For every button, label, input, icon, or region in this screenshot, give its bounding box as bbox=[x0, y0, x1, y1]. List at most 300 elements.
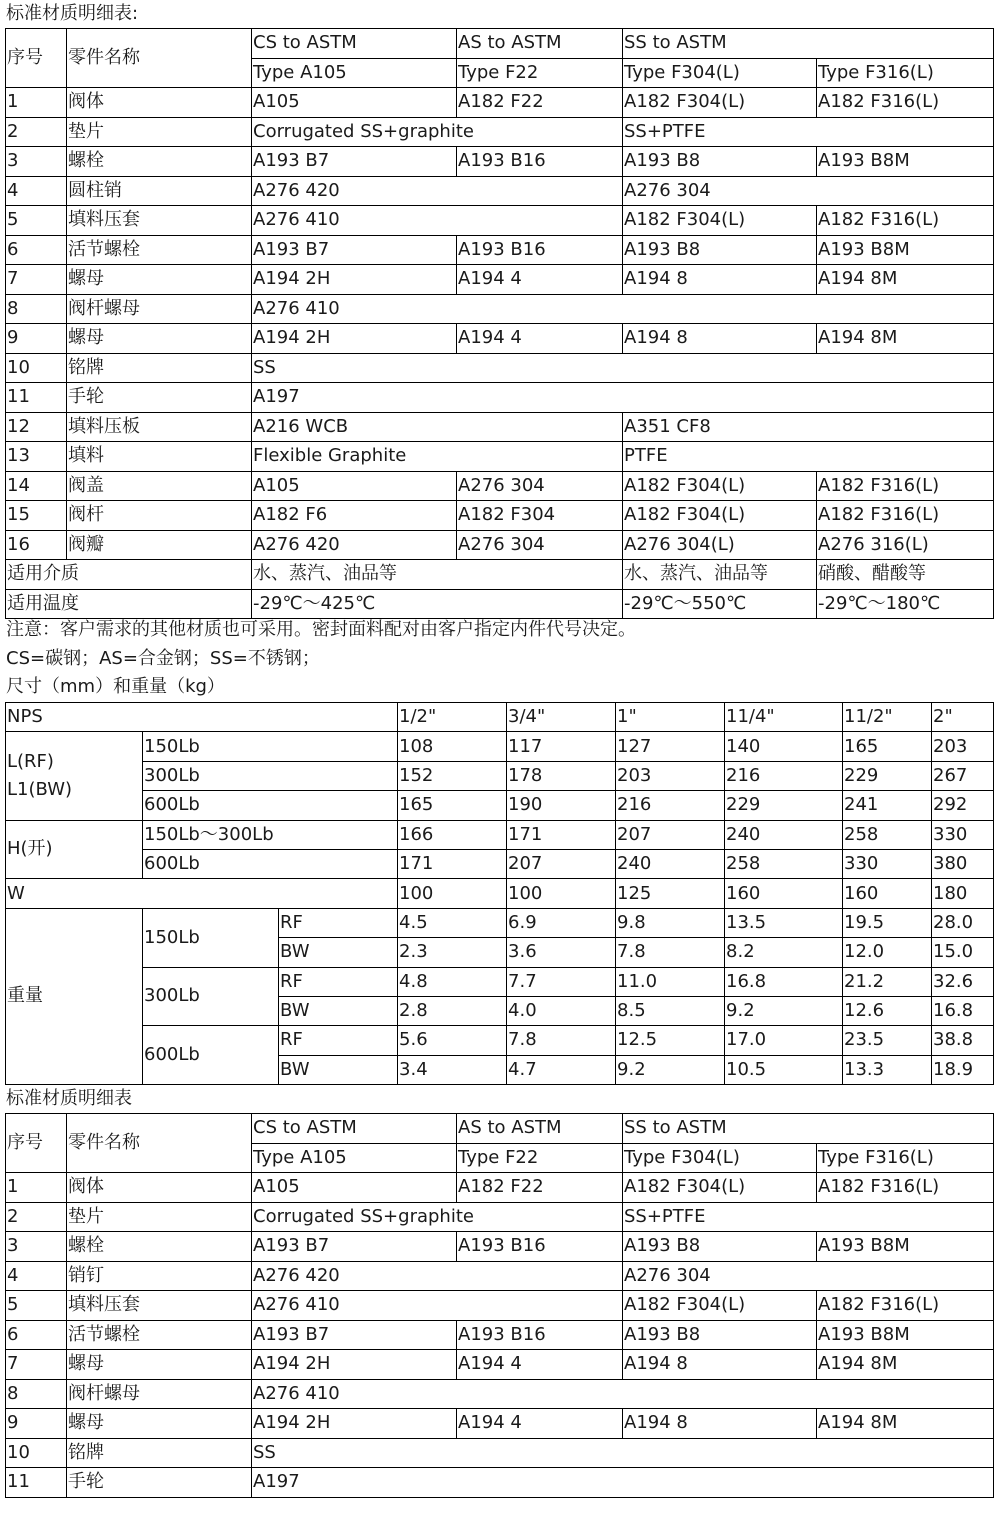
material-as: A193 B16 bbox=[457, 1232, 623, 1262]
pressure-class: 600Lb bbox=[143, 849, 398, 878]
part-name: 活节螺栓 bbox=[67, 1320, 252, 1350]
material-cs: A182 F6 bbox=[252, 501, 457, 531]
header-ss-type-316: Type F316(L) bbox=[817, 1143, 994, 1173]
weight-value: 4.5 bbox=[398, 908, 507, 937]
header-ss: SS to ASTM bbox=[623, 1114, 994, 1144]
material-ss-304: A194 8 bbox=[623, 1350, 817, 1380]
part-name: 螺母 bbox=[67, 324, 252, 354]
material-as: A194 4 bbox=[457, 1409, 623, 1439]
length-value: 203 bbox=[932, 732, 994, 761]
length-value: 152 bbox=[398, 761, 507, 790]
length-value: 241 bbox=[843, 791, 932, 820]
row-no: 3 bbox=[6, 147, 67, 177]
weight-value: 15.0 bbox=[932, 938, 994, 967]
table-row bbox=[6, 1261, 994, 1291]
material-ss-316: A193 B8M bbox=[817, 1232, 994, 1262]
part-name: 阀杆 bbox=[67, 501, 252, 531]
row-no: 8 bbox=[6, 294, 67, 324]
table-row bbox=[6, 324, 994, 354]
table-row bbox=[6, 1320, 994, 1350]
part-name: 填料压板 bbox=[67, 412, 252, 442]
header-ss-type-316: Type F316(L) bbox=[817, 58, 994, 88]
weight-value: 7.7 bbox=[507, 967, 616, 996]
temperature-ss-304: -29℃～550℃ bbox=[623, 589, 817, 619]
table-row bbox=[6, 501, 994, 531]
header-as-type: Type F22 bbox=[457, 1143, 623, 1173]
material-ss-304: A193 B8 bbox=[623, 1232, 817, 1262]
material-ss-304: A193 B8 bbox=[623, 147, 817, 177]
part-name: 填料 bbox=[67, 442, 252, 472]
nps-size: 1/2" bbox=[398, 703, 507, 732]
height-value: 166 bbox=[398, 820, 507, 849]
material-ss: PTFE bbox=[623, 442, 994, 472]
material-cs-as: A216 WCB bbox=[252, 412, 623, 442]
length-value: 203 bbox=[616, 761, 725, 790]
material-as: A193 B16 bbox=[457, 1320, 623, 1350]
part-name: 垫片 bbox=[67, 117, 252, 147]
material-ss-316: A194 8M bbox=[817, 265, 994, 295]
material-ss-316: A194 8M bbox=[817, 1409, 994, 1439]
material-all: A276 410 bbox=[252, 1379, 994, 1409]
material-ss-304: A194 8 bbox=[623, 1409, 817, 1439]
row-no: 10 bbox=[6, 353, 67, 383]
weight-value: 7.8 bbox=[507, 1026, 616, 1055]
part-name: 填料压套 bbox=[67, 206, 252, 236]
row-no: 7 bbox=[6, 265, 67, 295]
material-ss: A276 304 bbox=[623, 1261, 994, 1291]
pressure-class: 150Lb～300Lb bbox=[143, 820, 398, 849]
header-cs: CS to ASTM bbox=[252, 29, 457, 59]
length-value: 108 bbox=[398, 732, 507, 761]
nps-size: 3/4" bbox=[507, 703, 616, 732]
part-name: 螺母 bbox=[67, 1350, 252, 1380]
nps-size: 11/4" bbox=[725, 703, 843, 732]
width-row bbox=[6, 879, 994, 908]
length-value: 267 bbox=[932, 761, 994, 790]
part-name: 手轮 bbox=[67, 1468, 252, 1498]
row-no: 7 bbox=[6, 1350, 67, 1380]
temperature-ss-316: -29℃～180℃ bbox=[817, 589, 994, 619]
weight-value: 28.0 bbox=[932, 908, 994, 937]
medium-ss-304: 水、蒸汽、油品等 bbox=[623, 560, 817, 590]
part-name: 圆柱销 bbox=[67, 176, 252, 206]
row-no: 15 bbox=[6, 501, 67, 531]
weight-value: 19.5 bbox=[843, 908, 932, 937]
material-ss-316: A182 F316(L) bbox=[817, 501, 994, 531]
material-ss-316: A194 8M bbox=[817, 324, 994, 354]
material-as: A194 4 bbox=[457, 265, 623, 295]
medium-ss-316: 硝酸、醋酸等 bbox=[817, 560, 994, 590]
weight-value: 2.3 bbox=[398, 938, 507, 967]
header-as: AS to ASTM bbox=[457, 1114, 623, 1144]
weight-value: 12.0 bbox=[843, 938, 932, 967]
weight-value: 3.6 bbox=[507, 938, 616, 967]
width-value: 160 bbox=[725, 879, 843, 908]
table-row bbox=[6, 1379, 994, 1409]
end-type: RF bbox=[279, 1026, 398, 1055]
length-row bbox=[6, 732, 994, 761]
part-name: 螺母 bbox=[67, 265, 252, 295]
row-no: 9 bbox=[6, 324, 67, 354]
length-rf-label: L(RF) bbox=[7, 750, 54, 772]
height-row bbox=[6, 849, 994, 878]
dimensions-heading: 尺寸（mm）和重量（kg） bbox=[6, 676, 225, 697]
material-all: A276 410 bbox=[252, 294, 994, 324]
height-value: 207 bbox=[616, 820, 725, 849]
table-row bbox=[6, 147, 994, 177]
length-row bbox=[6, 761, 994, 790]
pressure-class: 300Lb bbox=[143, 967, 279, 1026]
material-cs: A194 2H bbox=[252, 324, 457, 354]
height-value: 171 bbox=[507, 820, 616, 849]
part-name: 阀体 bbox=[67, 88, 252, 118]
header-ss: SS to ASTM bbox=[623, 29, 994, 59]
width-value: 125 bbox=[616, 879, 725, 908]
material-table-1-heading: 标准材质明细表: bbox=[6, 3, 139, 24]
nps-row bbox=[6, 703, 994, 732]
weight-value: 9.8 bbox=[616, 908, 725, 937]
weight-value: 5.6 bbox=[398, 1026, 507, 1055]
dimension-weight-table bbox=[5, 702, 994, 1085]
length-value: 216 bbox=[616, 791, 725, 820]
part-name: 填料压套 bbox=[67, 1291, 252, 1321]
row-no: 12 bbox=[6, 412, 67, 442]
length-value: 229 bbox=[843, 761, 932, 790]
height-label: H(开) bbox=[6, 820, 143, 879]
material-ss-304: A182 F304(L) bbox=[623, 501, 817, 531]
row-no: 5 bbox=[6, 206, 67, 236]
row-no: 11 bbox=[6, 383, 67, 413]
material-ss-304: A193 B8 bbox=[623, 235, 817, 265]
part-name: 手轮 bbox=[67, 383, 252, 413]
height-value: 207 bbox=[507, 849, 616, 878]
weight-value: 16.8 bbox=[725, 967, 843, 996]
material-ss-304: A182 F304(L) bbox=[623, 88, 817, 118]
part-name: 铭牌 bbox=[67, 1438, 252, 1468]
material-cs-as: Corrugated SS+graphite bbox=[252, 117, 623, 147]
row-no: 16 bbox=[6, 530, 67, 560]
header-cs: CS to ASTM bbox=[252, 1114, 457, 1144]
end-type: RF bbox=[279, 967, 398, 996]
table-row bbox=[6, 1202, 994, 1232]
row-no: 2 bbox=[6, 1202, 67, 1232]
header-row-1 bbox=[6, 29, 994, 59]
height-value: 240 bbox=[725, 820, 843, 849]
header-cs-type: Type A105 bbox=[252, 1143, 457, 1173]
weight-value: 6.9 bbox=[507, 908, 616, 937]
row-no: 3 bbox=[6, 1232, 67, 1262]
width-label: W bbox=[6, 879, 398, 908]
material-ss-304: A194 8 bbox=[623, 265, 817, 295]
material-ss-316: A193 B8M bbox=[817, 1320, 994, 1350]
row-no: 9 bbox=[6, 1409, 67, 1439]
material-all: A197 bbox=[252, 1468, 994, 1498]
weight-value: 4.8 bbox=[398, 967, 507, 996]
material-as: A276 304 bbox=[457, 471, 623, 501]
length-value: 165 bbox=[843, 732, 932, 761]
row-no: 10 bbox=[6, 1438, 67, 1468]
header-no: 序号 bbox=[6, 29, 67, 88]
material-ss: SS+PTFE bbox=[623, 117, 994, 147]
width-value: 100 bbox=[398, 879, 507, 908]
length-value: 292 bbox=[932, 791, 994, 820]
height-row bbox=[6, 820, 994, 849]
part-name: 阀体 bbox=[67, 1173, 252, 1203]
weight-value: 3.4 bbox=[398, 1055, 507, 1084]
table-row bbox=[6, 1438, 994, 1468]
material-as: A182 F22 bbox=[457, 1173, 623, 1203]
weight-value: 9.2 bbox=[616, 1055, 725, 1084]
material-cs-as: A276 410 bbox=[252, 206, 623, 236]
length-value: 165 bbox=[398, 791, 507, 820]
weight-label: 重量 bbox=[6, 908, 143, 1084]
end-type: RF bbox=[279, 908, 398, 937]
material-cs-as: Flexible Graphite bbox=[252, 442, 623, 472]
weight-value: 17.0 bbox=[725, 1026, 843, 1055]
material-cs: A194 2H bbox=[252, 1409, 457, 1439]
table-row bbox=[6, 353, 994, 383]
length-value: 140 bbox=[725, 732, 843, 761]
header-cs-type: Type A105 bbox=[252, 58, 457, 88]
height-value: 258 bbox=[725, 849, 843, 878]
material-cs: A194 2H bbox=[252, 265, 457, 295]
weight-value: 10.5 bbox=[725, 1055, 843, 1084]
material-as: A193 B16 bbox=[457, 235, 623, 265]
part-name: 垫片 bbox=[67, 1202, 252, 1232]
material-cs: A105 bbox=[252, 88, 457, 118]
material-ss-316: A182 F316(L) bbox=[817, 88, 994, 118]
material-cs: A105 bbox=[252, 1173, 457, 1203]
header-as-type: Type F22 bbox=[457, 58, 623, 88]
part-name: 阀杆螺母 bbox=[67, 1379, 252, 1409]
height-value: 330 bbox=[843, 849, 932, 878]
end-type: BW bbox=[279, 938, 398, 967]
table-row bbox=[6, 1468, 994, 1498]
width-value: 100 bbox=[507, 879, 616, 908]
material-cs-as: Corrugated SS+graphite bbox=[252, 1202, 623, 1232]
material-ss-304: A182 F304(L) bbox=[623, 206, 817, 236]
table-row bbox=[6, 265, 994, 295]
nps-size: 2" bbox=[932, 703, 994, 732]
medium-cs-as: 水、蒸汽、油品等 bbox=[252, 560, 623, 590]
table-row bbox=[6, 1232, 994, 1262]
material-cs: A193 B7 bbox=[252, 1320, 457, 1350]
weight-value: 21.2 bbox=[843, 967, 932, 996]
material-ss-316: A193 B8M bbox=[817, 147, 994, 177]
table-row bbox=[6, 294, 994, 324]
length-value: 178 bbox=[507, 761, 616, 790]
material-ss-316: A182 F316(L) bbox=[817, 206, 994, 236]
weight-row bbox=[6, 908, 994, 937]
row-no: 13 bbox=[6, 442, 67, 472]
weight-value: 9.2 bbox=[725, 996, 843, 1025]
material-ss: SS+PTFE bbox=[623, 1202, 994, 1232]
header-ss-type-304: Type F304(L) bbox=[623, 1143, 817, 1173]
weight-value: 7.8 bbox=[616, 938, 725, 967]
material-as: A182 F304 bbox=[457, 501, 623, 531]
header-as: AS to ASTM bbox=[457, 29, 623, 59]
material-ss-316: A276 316(L) bbox=[817, 530, 994, 560]
part-name: 螺栓 bbox=[67, 147, 252, 177]
table-row bbox=[6, 117, 994, 147]
weight-value: 2.8 bbox=[398, 996, 507, 1025]
pressure-class: 150Lb bbox=[143, 908, 279, 967]
material-ss-304: A182 F304(L) bbox=[623, 1291, 817, 1321]
height-value: 380 bbox=[932, 849, 994, 878]
weight-value: 18.9 bbox=[932, 1055, 994, 1084]
part-name: 阀杆螺母 bbox=[67, 294, 252, 324]
material-all: SS bbox=[252, 353, 994, 383]
weight-value: 8.2 bbox=[725, 938, 843, 967]
pressure-class: 600Lb bbox=[143, 1026, 279, 1085]
part-name: 铭牌 bbox=[67, 353, 252, 383]
part-name: 销钉 bbox=[67, 1261, 252, 1291]
material-table-2 bbox=[5, 1113, 994, 1498]
weight-value: 4.0 bbox=[507, 996, 616, 1025]
material-ss-316: A194 8M bbox=[817, 1350, 994, 1380]
width-value: 180 bbox=[932, 879, 994, 908]
height-value: 330 bbox=[932, 820, 994, 849]
material-ss-304: A182 F304(L) bbox=[623, 1173, 817, 1203]
medium-label: 适用介质 bbox=[6, 560, 252, 590]
material-ss-304: A194 8 bbox=[623, 324, 817, 354]
length-row bbox=[6, 791, 994, 820]
weight-value: 12.5 bbox=[616, 1026, 725, 1055]
length-value: 216 bbox=[725, 761, 843, 790]
material-ss-316: A182 F316(L) bbox=[817, 1173, 994, 1203]
table-row bbox=[6, 88, 994, 118]
weight-value: 4.7 bbox=[507, 1055, 616, 1084]
length-value: 127 bbox=[616, 732, 725, 761]
pressure-class: 150Lb bbox=[143, 732, 398, 761]
material-ss-316: A182 F316(L) bbox=[817, 471, 994, 501]
header-part-name: 零件名称 bbox=[67, 29, 252, 88]
material-ss-304: A193 B8 bbox=[623, 1320, 817, 1350]
header-no: 序号 bbox=[6, 1114, 67, 1173]
pressure-class: 600Lb bbox=[143, 791, 398, 820]
row-no: 14 bbox=[6, 471, 67, 501]
weight-value: 16.8 bbox=[932, 996, 994, 1025]
temperature-label: 适用温度 bbox=[6, 589, 252, 619]
row-no: 8 bbox=[6, 1379, 67, 1409]
length-value: 229 bbox=[725, 791, 843, 820]
table-row bbox=[6, 1350, 994, 1380]
material-ss-304: A276 304(L) bbox=[623, 530, 817, 560]
row-no: 1 bbox=[6, 1173, 67, 1203]
height-value: 171 bbox=[398, 849, 507, 878]
length-value: 117 bbox=[507, 732, 616, 761]
weight-value: 23.5 bbox=[843, 1026, 932, 1055]
weight-value: 13.3 bbox=[843, 1055, 932, 1084]
header-row-1 bbox=[6, 1114, 994, 1144]
length-label bbox=[6, 732, 143, 820]
material-as: A276 304 bbox=[457, 530, 623, 560]
material-ss-316: A182 F316(L) bbox=[817, 1291, 994, 1321]
table-row bbox=[6, 442, 994, 472]
material-cs-as: A276 420 bbox=[252, 1261, 623, 1291]
row-no: 2 bbox=[6, 117, 67, 147]
width-value: 160 bbox=[843, 879, 932, 908]
weight-value: 11.0 bbox=[616, 967, 725, 996]
height-value: 258 bbox=[843, 820, 932, 849]
material-all: SS bbox=[252, 1438, 994, 1468]
weight-value: 12.6 bbox=[843, 996, 932, 1025]
weight-value: 8.5 bbox=[616, 996, 725, 1025]
material-cs: A105 bbox=[252, 471, 457, 501]
material-table-2-heading: 标准材质明细表 bbox=[6, 1088, 132, 1109]
pressure-class: 300Lb bbox=[143, 761, 398, 790]
material-table-1 bbox=[5, 28, 994, 619]
material-cs: A193 B7 bbox=[252, 147, 457, 177]
material-ss-304: A182 F304(L) bbox=[623, 471, 817, 501]
height-value: 240 bbox=[616, 849, 725, 878]
weight-value: 13.5 bbox=[725, 908, 843, 937]
material-ss: A351 CF8 bbox=[623, 412, 994, 442]
part-name: 阀盖 bbox=[67, 471, 252, 501]
end-type: BW bbox=[279, 1055, 398, 1084]
row-no: 11 bbox=[6, 1468, 67, 1498]
part-name: 螺栓 bbox=[67, 1232, 252, 1262]
weight-row bbox=[6, 1026, 994, 1055]
medium-row bbox=[6, 560, 994, 590]
table-row bbox=[6, 412, 994, 442]
length-value: 190 bbox=[507, 791, 616, 820]
material-all: A197 bbox=[252, 383, 994, 413]
material-cs: A193 B7 bbox=[252, 235, 457, 265]
material-cs: A276 420 bbox=[252, 530, 457, 560]
part-name: 螺母 bbox=[67, 1409, 252, 1439]
row-no: 6 bbox=[6, 235, 67, 265]
material-as: A194 4 bbox=[457, 324, 623, 354]
note-material-abbreviations: CS=碳钢；AS=合金钢；SS=不锈钢； bbox=[6, 648, 320, 669]
material-cs: A194 2H bbox=[252, 1350, 457, 1380]
row-no: 6 bbox=[6, 1320, 67, 1350]
material-as: A194 4 bbox=[457, 1350, 623, 1380]
table-row bbox=[6, 206, 994, 236]
table-row bbox=[6, 471, 994, 501]
end-type: BW bbox=[279, 996, 398, 1025]
header-part-name: 零件名称 bbox=[67, 1114, 252, 1173]
nps-size: 11/2" bbox=[843, 703, 932, 732]
weight-value: 38.8 bbox=[932, 1026, 994, 1055]
material-as: A182 F22 bbox=[457, 88, 623, 118]
weight-row bbox=[6, 967, 994, 996]
material-ss: A276 304 bbox=[623, 176, 994, 206]
material-cs-as: A276 410 bbox=[252, 1291, 623, 1321]
table-row bbox=[6, 1409, 994, 1439]
part-name: 活节螺栓 bbox=[67, 235, 252, 265]
material-as: A193 B16 bbox=[457, 147, 623, 177]
row-no: 4 bbox=[6, 176, 67, 206]
header-ss-type-304: Type F304(L) bbox=[623, 58, 817, 88]
weight-value: 32.6 bbox=[932, 967, 994, 996]
table-row bbox=[6, 1291, 994, 1321]
table-row bbox=[6, 1173, 994, 1203]
nps-size: 1" bbox=[616, 703, 725, 732]
row-no: 1 bbox=[6, 88, 67, 118]
nps-label: NPS bbox=[6, 703, 398, 732]
temperature-row bbox=[6, 589, 994, 619]
table-row bbox=[6, 176, 994, 206]
note-other-materials: 注意：客户需求的其他材质也可采用。密封面料配对由客户指定内件代号决定。 bbox=[6, 619, 636, 640]
material-ss-316: A193 B8M bbox=[817, 235, 994, 265]
length-bw-label: L1(BW) bbox=[7, 778, 73, 800]
temperature-cs-as: -29℃～425℃ bbox=[252, 589, 623, 619]
table-row bbox=[6, 530, 994, 560]
part-name: 阀瓣 bbox=[67, 530, 252, 560]
row-no: 5 bbox=[6, 1291, 67, 1321]
table-row bbox=[6, 383, 994, 413]
